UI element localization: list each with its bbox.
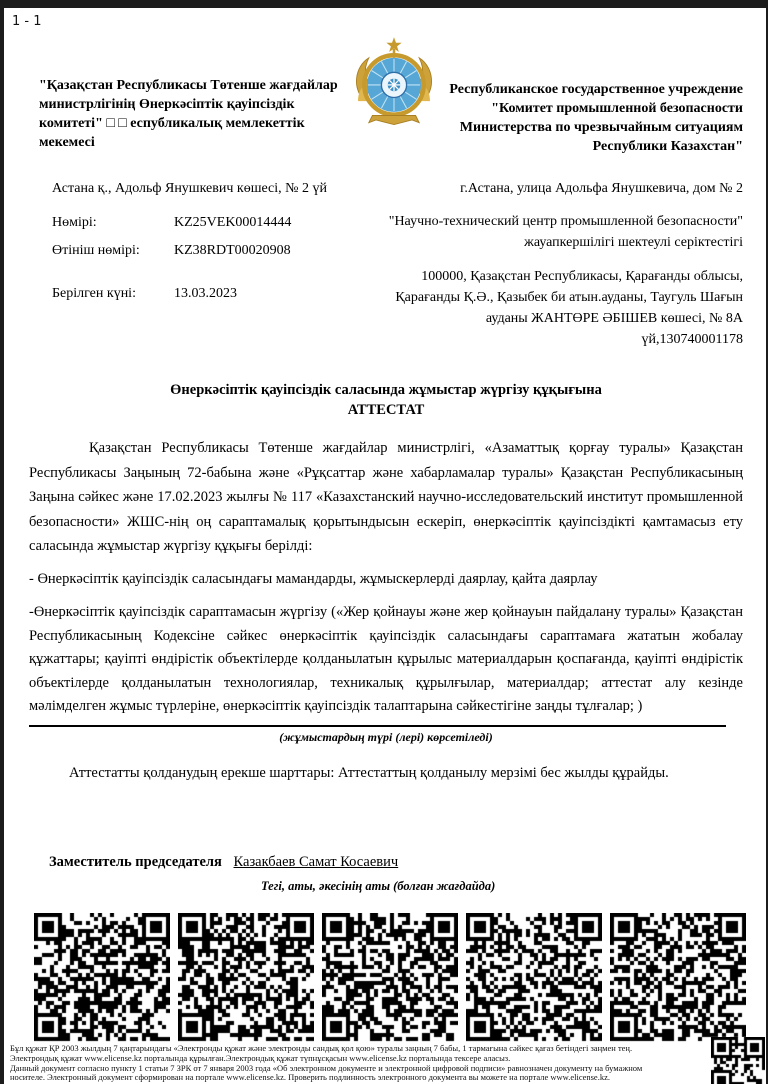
document-title-line1: Өнеркәсіптік қауіпсіздік саласында жұмыстар жүргізу құқығына	[170, 382, 602, 398]
signer-name: Казакбаев Самат Косаевич	[233, 853, 399, 870]
details-row	[29, 209, 743, 350]
signature-block	[49, 854, 743, 894]
signer-position: Заместитель председателя	[49, 853, 222, 870]
footer-line-1: Бұл құжат ҚР 2003 жылдың 7 қаңтарындағы «Электронды құжат және электронды сандық қол қою» туралы заңның 7 бабы, 1 тармағына сәйкес қағаз бетіндегі заңмен тең.	[10, 1044, 633, 1053]
verification-qr-code	[711, 1037, 765, 1084]
qr-code-3	[322, 913, 458, 1043]
qr-code-5	[610, 913, 746, 1043]
field-number	[52, 215, 382, 231]
footer-line-3: Данный документ согласно пункту 1 статьи 7 ЗРК от 7 января 2003 года «Об электронном документе и электронной цифровой подписи» равнозначен документу на бумажном	[10, 1063, 643, 1073]
digital-signature-qr-row	[34, 913, 746, 1043]
document-content	[29, 8, 743, 894]
field-issue-date	[52, 286, 382, 302]
field-issue-date-value: 13.03.2023	[174, 286, 237, 301]
field-number-label: Нөмірі:	[52, 215, 97, 230]
signer-name-caption: Тегі, аты, әкесінің аты (болған жағдайда)	[261, 878, 496, 893]
issuer-name-russian: Республиканское государственное учреждение "Комитет промышленной безопасности Министерства по чрезвычайным ситуациям Республики Казахстан"	[449, 82, 743, 154]
issuer-address-kazakh: Астана қ., Адольф Янушкевич көшесі, № 2 үй	[52, 181, 327, 196]
grant-paragraph: Қазақстан Республикасы Төтенше жағдайлар министрлігі, «Азаматтық қорғау туралы» Қазақстан Республикасы Заңының 72-бабына және «Рұқсаттар және хабарламалар туралы» Қазақстан Республикасының Заңына сәйкес және 17.02.2023 жылғы № 117 «Казахстанский научно-исследовательский институт промышленной безопасности» ЖШС-нің оң сараптамалық қорытындысын ескеріп, өнеркәсіптік қауіпсіздікті қамтамасыз ету саласында жұмыстар жүргізу құқығы берілді:	[29, 440, 743, 554]
footer-line-2: Электрондық құжат www.elicense.kz порталында құрылған.Электрондық құжат түпнұсқасын www.elicense.kz порталында тексере аласыз.	[10, 1053, 511, 1063]
field-issue-date-label: Берілген күні:	[52, 286, 136, 301]
work-types-rule	[29, 725, 726, 727]
qr-code-1	[34, 913, 170, 1043]
work-type-item-2: -Өнеркәсіптік қауіпсіздік сараптамасын жүргізу («Жер қойнауы және жер қойнауын пайдалану туралы» Қазақстан Республикасының Кодексіне сәйкес өнеркәсіптік қауіпсіздік саласындағы сараптамаға жататын жобалау құжаттары; қауіпті өндірістік объектілерде қолданылатын құрылыс материалдарын қоспағанда, қауіпті өндірістік объектілерде қолданылатын технологиялар, техникалық құрылғылар, материалдар; аттестат алу кезінде мәлімделген жұмыс түрлеріне, өнеркәсіптік қауіпсіздік талаптарына сәйкестігіне заңды тұлғалар; )	[29, 604, 743, 714]
address-row	[29, 178, 743, 199]
recipient-address: 100000, Қазақстан Республикасы, Қарағанды облысы, Қарағанды Қ.Ә., Қазыбек би атын.ауданы, Таугуль Шағын ауданы ЖАНТӨРЕ ӘБІШЕВ көшесі, № 8А үй,130740001178	[395, 269, 743, 347]
work-types-caption: (жұмыстардың түрі (лері) көрсетіледі)	[279, 729, 493, 744]
qr-code-2	[178, 913, 314, 1043]
field-application-number-label: Өтініш нөмірі:	[52, 243, 140, 258]
issuer-address-russian: г.Астана, улица Адольфа Янушкевича, дом № 2	[460, 181, 743, 196]
legal-footer	[10, 1044, 716, 1083]
certificate-fields	[52, 209, 382, 350]
document-header	[29, 36, 743, 156]
recipient-block	[382, 209, 743, 350]
recipient-name: "Научно-технический центр промышленной безопасности" жауапкершілігі шектеулі серіктестігі	[388, 214, 743, 250]
document-title-line2: АТТЕСТАТ	[347, 402, 425, 418]
field-number-value: KZ25VEK00014444	[174, 215, 292, 230]
field-application-number	[52, 243, 382, 259]
work-type-item-1: - Өнеркәсіптік қауіпсіздік саласындағы мамандарды, жұмыскерлерді даярлау, қайта даярлау	[29, 570, 598, 587]
field-application-number-value: KZ38RDT00020908	[174, 243, 291, 258]
special-terms: Аттестатты қолданудың ерекше шарттары: Аттестаттың қолданылу мерзімі бес жылды құрайды.	[69, 764, 669, 781]
document-title	[29, 380, 743, 420]
page-indicator: 1 - 1	[12, 14, 42, 29]
footer-line-4: носителе. Электронный документ сформирован на портале www.elicense.kz. Проверить подлинность электронного документа вы можете на портале www.elicense.kz.	[10, 1073, 610, 1083]
qr-code-4	[466, 913, 602, 1043]
kazakhstan-emblem-icon	[344, 36, 444, 132]
issuer-name-kazakh: "Қазақстан Республикасы Төтенше жағдайлар министрлігінің Өнеркәсіптік қауіпсіздік комитеті" □ □ еспубликалық мемлекеттік мекемесі	[39, 78, 338, 150]
